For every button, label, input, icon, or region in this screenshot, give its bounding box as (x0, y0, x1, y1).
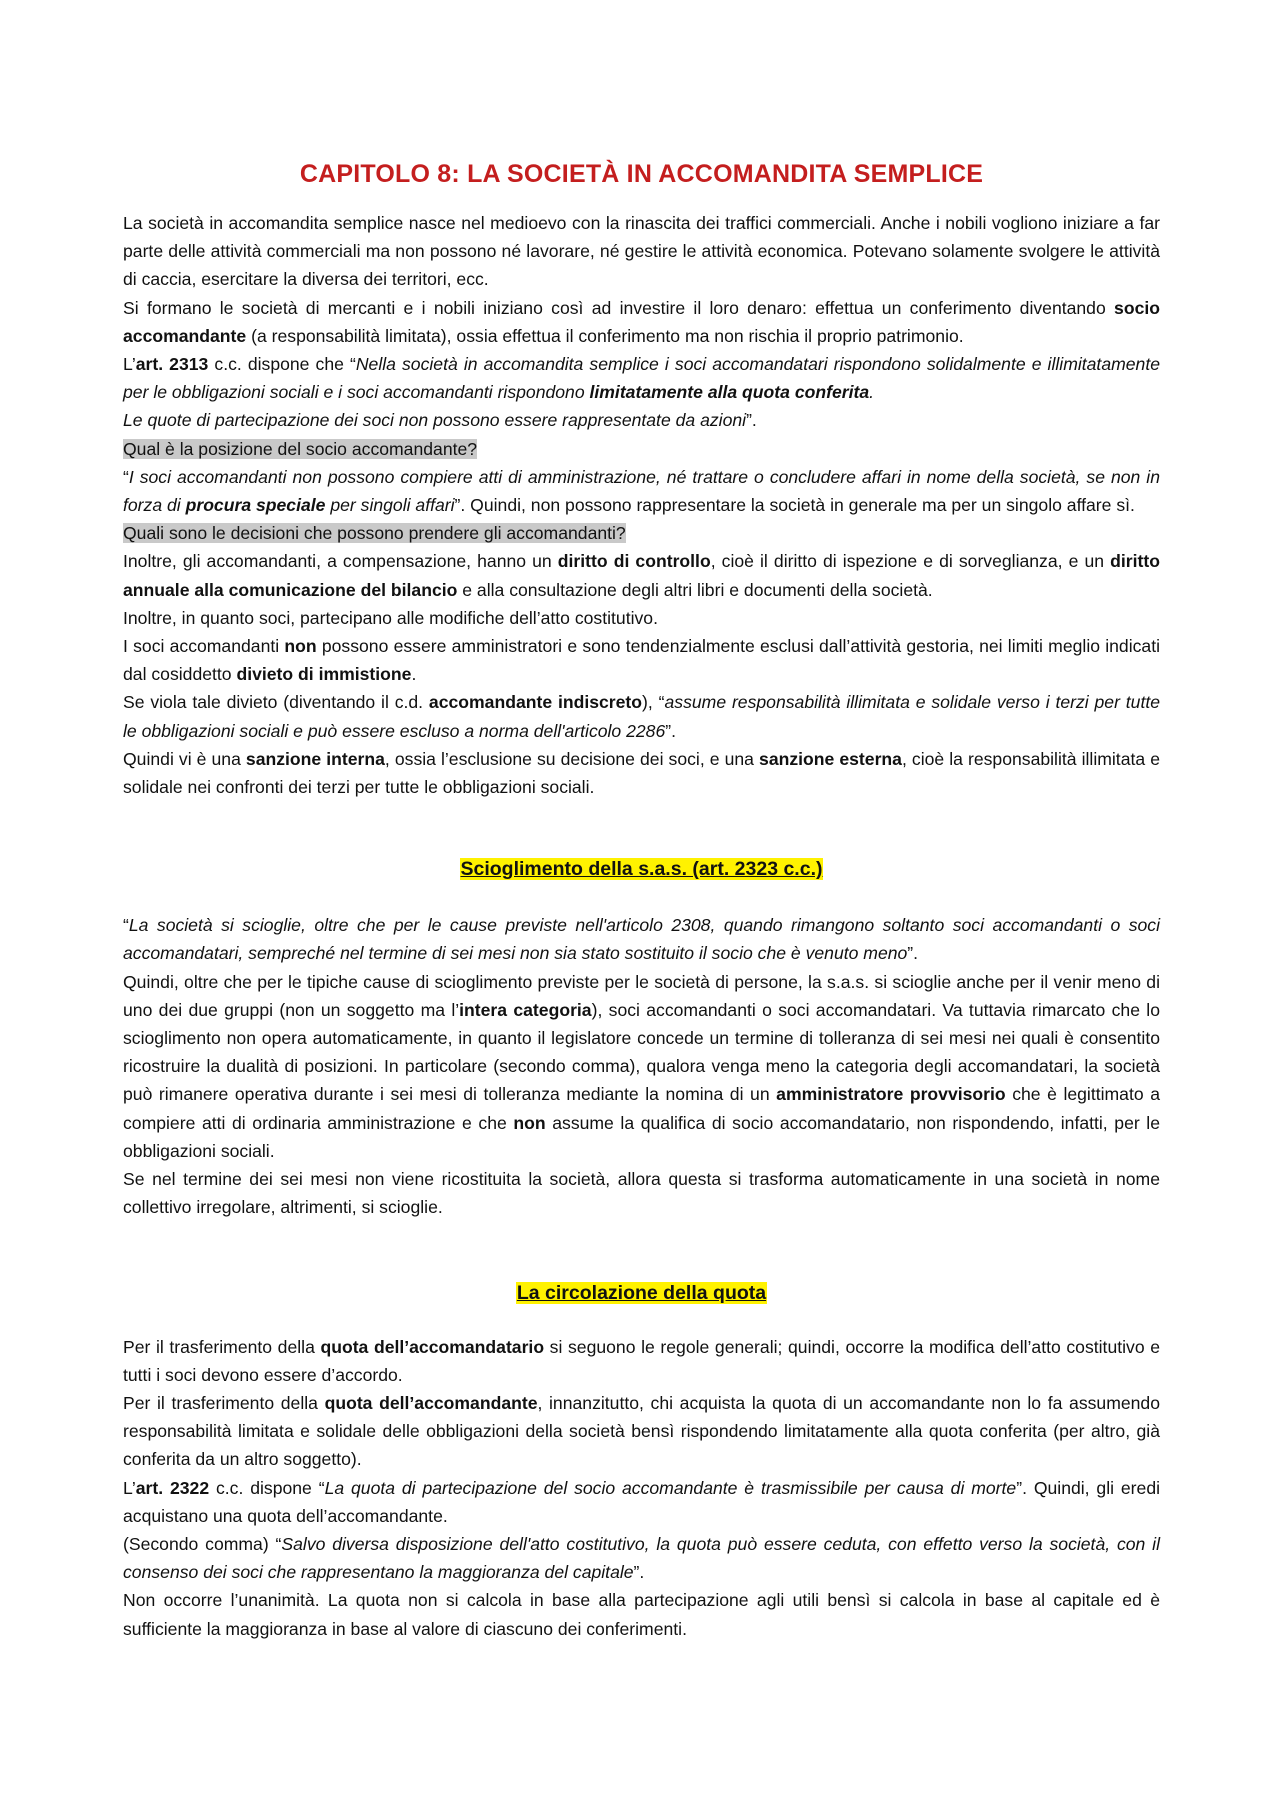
intro-section (123, 209, 1160, 801)
section-heading-text: Scioglimento della s.a.s. (art. 2323 c.c.) (460, 858, 823, 881)
paragraph (123, 350, 1160, 406)
text-run: “ (123, 466, 129, 487)
text-run: “ (123, 915, 129, 936)
quote-text: . (869, 382, 875, 403)
text-run: Se viola tale divieto (diventando il c.d. (123, 692, 429, 713)
text-run: si seguono le regole generali; quindi, occorre la modifica dell’atto costitutivo e tutti i soci devono essere d’accordo. (123, 1336, 1160, 1385)
text-run: L’ (123, 354, 136, 375)
paragraph (123, 294, 1160, 350)
text-run: Per il trasferimento della (123, 1336, 321, 1357)
section-heading (123, 858, 1160, 881)
bold-term: socio accomandante (123, 297, 1160, 346)
bold-term: non (284, 636, 317, 657)
paragraph (123, 1333, 1160, 1389)
text-run: Per il trasferimento della (123, 1392, 325, 1413)
text-run: (Secondo comma) “ (123, 1533, 282, 1554)
bold-term: sanzione interna (245, 748, 385, 769)
bold-term: intera categoria (459, 999, 592, 1020)
bold-term: art. 2313 (135, 354, 209, 375)
text-run: ”. Quindi, gli eredi acquistano una quota dell’accomandante. (123, 1477, 1161, 1526)
quote-text: assume responsabilità illimitata e solidale verso i terzi per tutte le obbligazioni sociali e può essere escluso a norma dell'articolo 2286 (123, 692, 1161, 741)
text-run: assume la qualifica di socio accomandatario, non rispondendo, infatti, per le obbligazioni sociali. (123, 1112, 1161, 1161)
quote-text: La società si scioglie, oltre che per le cause previste nell'articolo 2308, quando rimangono soltanto soci accomandanti o soci accomandatari, sempreché nel termine di sei mesi non sia stato sostituito il socio che è venuto meno (123, 915, 1160, 964)
paragraph (123, 406, 1160, 434)
question-line (123, 435, 1160, 463)
text-run: che è legittimato a compiere atti di ordinaria amministrazione e che (123, 1084, 1160, 1133)
paragraph (123, 632, 1160, 688)
bold-term: divieto di immistione (236, 664, 412, 685)
section-heading-text: La circolazione della quota (516, 1281, 767, 1304)
question-line (123, 519, 1160, 547)
text-run: possono essere amministratori e sono tendenzialmente esclusi dall’attività gestoria, nei limiti meglio indicati dal cosiddetto (123, 636, 1160, 685)
quote-text: Le quote di partecipazione dei soci non possono essere rappresentate da azioni (123, 410, 747, 431)
text-run: , cioè il diritto di ispezione e di sorveglianza, e un (710, 551, 1111, 572)
section-heading (123, 1282, 1160, 1305)
text-run: (a responsabilità limitata), ossia effettua il conferimento ma non rischia il proprio patrimonio. (246, 325, 964, 346)
text-run: ”. Quindi, non possono rappresentare la società in generale ma per un singolo affare sì. (454, 495, 1135, 516)
bold-term: quota dell’accomandante (324, 1392, 538, 1413)
quote-text: Salvo diversa disposizione dell'atto costitutivo, la quota può essere ceduta, con effetto verso la società, con il consenso dei soci che rappresentano la maggioranza del capitale (123, 1533, 1160, 1583)
bold-term: amministratore provvisorio (776, 1084, 1006, 1105)
text-run: Quindi vi è una (123, 748, 246, 769)
quote-text: Nella società in accomandita semplice i soci accomandatari rispondono solidalmente e illimitatamente per le obbligazioni sociali e i soci accomandanti rispondono (123, 354, 1160, 403)
highlighted-question: Quali sono le decisioni che possono prendere gli accomandanti? (123, 523, 626, 544)
bold-quote-text: procura speciale (185, 495, 326, 516)
text-run: c.c. dispone che “ (208, 354, 356, 375)
text-run: Si formano le società di mercanti e i nobili iniziano così ad investire il loro denaro: effettua un conferimento diventando (123, 297, 1115, 318)
text-run: Quindi, oltre che per le tipiche cause di scioglimento previste per le società di persone, la s.a.s. si scioglie anche per il venir meno di uno dei due gruppi (non un soggetto ma l’ (123, 971, 1160, 1020)
bold-term: diritto annuale alla comunicazione del bilancio (123, 551, 1160, 600)
section-scioglimento (123, 858, 1160, 1221)
text-run: L’ (123, 1477, 136, 1498)
quote-text: La quota di partecipazione del socio accomandante è trasmissibile per causa di morte (324, 1477, 1017, 1498)
bold-term: art. 2322 (135, 1477, 210, 1498)
page-title: CAPITOLO 8: LA SOCIETÀ IN ACCOMANDITA SEMPLICE (299, 160, 984, 188)
bold-term: quota dell’accomandatario (320, 1336, 545, 1357)
text-run: ), “ (642, 692, 665, 713)
paragraph (123, 1530, 1160, 1586)
text-run: ), soci accomandanti o soci accomandatari. Va tuttavia rimarcato che lo scioglimento non opera automaticamente, in quanto il legislatore concede un termine di tolleranza di sei mesi nei quali è consentito ricostruire la dualità di posizioni. In particolare (secondo comma), qualora venga meno la categoria degli accomandatari, la società può rimanere operativa durante i sei mesi di tolleranza mediante la nomina di un (123, 999, 1160, 1105)
text-run: , innanzitutto, chi acquista la quota di un accomandante non lo fa assumendo responsabilità limitata e solidale delle obbligazioni della società bensì rispondendo limitatamente alla quota conferita (per altro, già conferita da un altro soggetto). (123, 1392, 1160, 1470)
paragraph (123, 688, 1160, 744)
paragraph (123, 463, 1160, 519)
section-circolazione (123, 1282, 1160, 1643)
paragraph (123, 547, 1160, 603)
bold-term: diritto di controllo (557, 551, 711, 572)
quote-text: per singoli affari (325, 495, 455, 516)
text-run: e alla consultazione degli altri libri e documenti della società. (457, 579, 933, 600)
paragraph (123, 911, 1160, 967)
bold-quote-text: limitatamente alla quota conferita (589, 382, 870, 403)
bold-term: non (513, 1112, 546, 1133)
paragraph: Non occorre l’unanimità. La quota non si calcola in base alla partecipazione agli utili bensì si calcola in base al capitale ed è sufficiente la maggioranza in base al valore di ciascuno dei conferimenti. (123, 1590, 1160, 1639)
text-run: , cioè la responsabilità illimitata e solidale nei confronti dei terzi per tutte le obbligazioni sociali. (123, 748, 1160, 798)
bold-term: accomandante indiscreto (428, 692, 643, 713)
paragraph: La società in accomandita semplice nasce nel medioevo con la rinascita dei traffici commerciali. Anche i nobili vogliono iniziare a far parte delle attività commerciali ma non possono né lavorare, né gestire le attività economica. Potevano solamente svolgere le attività di caccia, esercitare la diversa dei territori, ecc. (123, 213, 1160, 290)
paragraph (123, 745, 1160, 801)
highlighted-question: Qual è la posizione del socio accomandante? (123, 438, 478, 459)
text-run: ”. (633, 1562, 645, 1583)
text-run: Inoltre, gli accomandanti, a compensazione, hanno un (123, 551, 558, 572)
bold-term: sanzione esterna (759, 748, 902, 769)
text-run: I soci accomandanti (123, 636, 285, 657)
paragraph (123, 1474, 1160, 1530)
paragraph (123, 1389, 1160, 1474)
text-run: ”. (665, 720, 676, 741)
paragraph: Se nel termine dei sei mesi non viene ricostituita la società, allora questa si trasforma automaticamente in una società in nome collettivo irregolare, altrimenti, si scioglie. (123, 1169, 1160, 1218)
quote-text: I soci accomandanti non possono compiere atti di amministrazione, né trattare o concludere affari in nome della società, se non in forza di (123, 466, 1160, 516)
paragraph (123, 968, 1160, 1165)
text-run: , ossia l’esclusione su decisione dei soci, e una (384, 748, 760, 769)
paragraph: Inoltre, in quanto soci, partecipano alle modifiche dell’atto costitutivo. (123, 607, 658, 628)
text-run: ”. (746, 410, 757, 431)
text-run: ”. (907, 943, 919, 964)
text-run: c.c. dispone “ (209, 1477, 325, 1498)
text-run: . (411, 664, 417, 685)
